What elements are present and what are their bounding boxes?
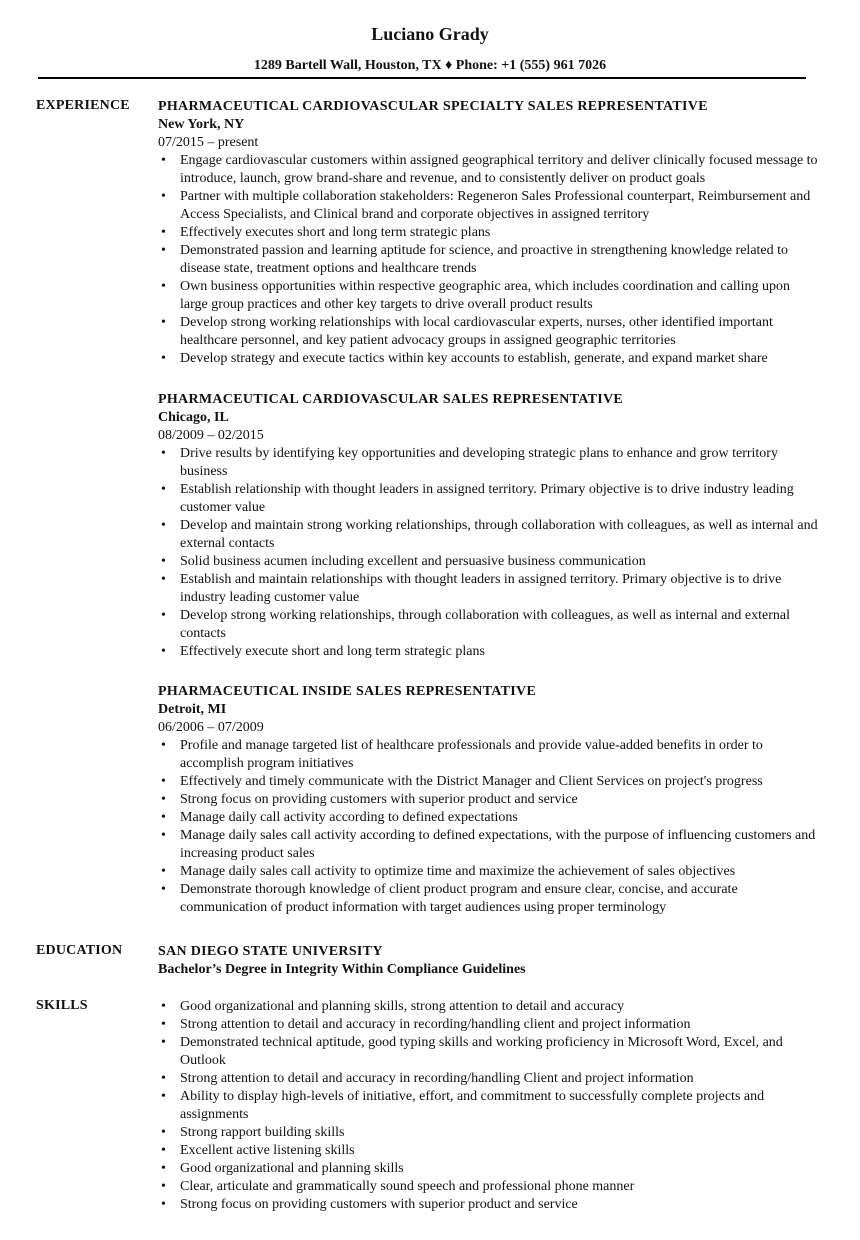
degree: Bachelor’s Degree in Integrity Within Compliance Guidelines <box>158 962 526 977</box>
list-item: • Establish relationship with thought leaders in assigned territory. Primary objective is to drive industry leading customer value <box>158 481 818 517</box>
candidate-name: Luciano Grady <box>371 24 489 44</box>
list-item: • Profile and manage targeted list of healthcare professionals and provide value-added benefits in order to accomplish program initiatives <box>158 737 818 773</box>
list-item: • Effectively execute short and long term strategic plans <box>158 643 818 661</box>
contact-line: 1289 Bartell Wall, Houston, TX ♦ Phone: +1 (555) 961 7026 <box>253 58 607 73</box>
list-item: • Demonstrated passion and learning aptitude for science, and proactive in strengthening knowledge related to disease state, treatment options and healthcare trends <box>158 242 818 278</box>
list-item: • Demonstrated technical aptitude, good typing skills and working proficiency in Microsoft Word, Excel, and Outlook <box>158 1034 818 1070</box>
job-bullets <box>158 737 818 917</box>
list-item: • Establish and maintain relationships with thought leaders in assigned territory. Primary objective is to drive industry leading customer value <box>158 571 818 607</box>
list-item: • Strong focus on providing customers with superior product and service <box>158 1196 818 1214</box>
list-item: • Manage daily sales call activity to optimize time and maximize the achievement of sales objectives <box>158 863 818 881</box>
job-dates: 07/2015 – present <box>158 135 259 150</box>
list-item: • Clear, articulate and grammatically sound speech and professional phone manner <box>158 1178 818 1196</box>
list-item: • Engage cardiovascular customers within assigned geographical territory and deliver clinically focused message to introduce, launch, grow brand-share and revenue, and to consistently deliver on product goals <box>158 152 818 188</box>
job-location: New York, NY <box>158 117 245 132</box>
list-item: • Demonstrate thorough knowledge of client product program and ensure clear, concise, and accurate communication of product information with target audiences using proper terminology <box>158 881 818 917</box>
section-label-skills: SKILLS <box>36 998 88 1013</box>
list-item: • Strong attention to detail and accuracy in recording/handling Client and project information <box>158 1070 818 1088</box>
job-title: PHARMACEUTICAL INSIDE SALES REPRESENTATIVE <box>158 684 537 699</box>
list-item: • Own business opportunities within respective geographic area, which includes coordination and calling upon large group practices and other key targets to drive overall product results <box>158 278 818 314</box>
list-item: • Manage daily call activity according to defined expectations <box>158 809 818 827</box>
job-location: Detroit, MI <box>158 702 227 717</box>
job-location: Chicago, IL <box>158 410 229 425</box>
list-item: • Strong attention to detail and accuracy in recording/handling client and project information <box>158 1016 818 1034</box>
skills-list <box>158 998 818 1214</box>
list-item: • Good organizational and planning skills <box>158 1160 818 1178</box>
skills-bullets <box>158 998 818 1214</box>
job-bullets <box>158 152 818 368</box>
list-item: • Develop strong working relationships with local cardiovascular experts, nurses, other identified important healthcare personnel, and key patient advocacy groups in assigned geographic territories <box>158 314 818 350</box>
job-dates: 06/2006 – 07/2009 <box>158 720 264 735</box>
education-entry <box>158 943 818 979</box>
list-item: • Good organizational and planning skills, strong attention to detail and accuracy <box>158 998 818 1016</box>
job-bullets <box>158 445 818 661</box>
list-item: • Develop strong working relationships, through collaboration with colleagues, as well as internal and external contacts <box>158 607 818 643</box>
section-label-experience: EXPERIENCE <box>36 98 130 113</box>
list-item: • Manage daily sales call activity according to defined expectations, with the purpose of influencing customers and increasing product sales <box>158 827 818 863</box>
job-entry <box>158 683 818 917</box>
list-item: • Effectively and timely communicate with the District Manager and Client Services on project's progress <box>158 773 818 791</box>
list-item: • Effectively executes short and long term strategic plans <box>158 224 818 242</box>
list-item: • Excellent active listening skills <box>158 1142 818 1160</box>
job-title: PHARMACEUTICAL CARDIOVASCULAR SPECIALTY SALES REPRESENTATIVE <box>158 99 708 114</box>
job-title: PHARMACEUTICAL CARDIOVASCULAR SALES REPRESENTATIVE <box>158 392 624 407</box>
header-divider <box>38 77 806 79</box>
list-item: • Develop strategy and execute tactics within key accounts to establish, generate, and expand market share <box>158 350 818 368</box>
list-item: • Ability to display high-levels of initiative, effort, and commitment to successfully complete projects and assignments <box>158 1088 818 1124</box>
job-entry <box>158 391 818 661</box>
list-item: • Partner with multiple collaboration stakeholders: Regeneron Sales Professional counterpart, Reimbursement and Access Specialists, and Clinical brand and corporate objectives in assigned territory <box>158 188 818 224</box>
list-item: • Drive results by identifying key opportunities and developing strategic plans to enhance and grow territory business <box>158 445 818 481</box>
list-item: • Strong focus on providing customers with superior product and service <box>158 791 818 809</box>
job-entry <box>158 98 818 368</box>
section-label-education: EDUCATION <box>36 943 123 958</box>
list-item: • Develop and maintain strong working relationships, through collaboration with colleagues, as well as internal and external contacts <box>158 517 818 553</box>
list-item: • Solid business acumen including excellent and persuasive business communication <box>158 553 818 571</box>
list-item: • Strong rapport building skills <box>158 1124 818 1142</box>
school-name: SAN DIEGO STATE UNIVERSITY <box>158 944 383 959</box>
job-dates: 08/2009 – 02/2015 <box>158 428 264 443</box>
